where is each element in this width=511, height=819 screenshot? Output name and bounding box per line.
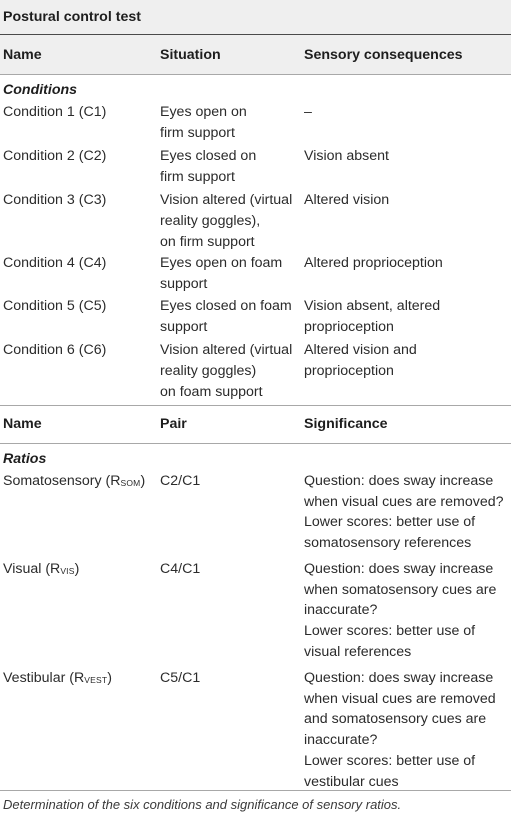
ratio-pair: C4/C1 <box>160 561 201 577</box>
condition-name: Condition 5 (C5) <box>3 298 107 314</box>
ratio-lower-scores-line: Lower scores: better use of <box>304 753 476 769</box>
condition-name: Condition 2 (C2) <box>3 148 107 164</box>
condition-consequence-line: Vision absent <box>304 148 389 164</box>
conditions-section-label: Conditions <box>3 82 78 98</box>
condition-situation-line: support <box>160 319 208 335</box>
ratio-pair: C2/C1 <box>160 473 201 489</box>
condition-consequence-line: proprioception <box>304 319 394 335</box>
condition-name: Condition 1 (C1) <box>3 104 107 120</box>
ratio-question-line: inaccurate? <box>304 602 378 619</box>
ratios-section-label: Ratios <box>3 451 47 467</box>
section-divider <box>0 405 511 406</box>
ratio-name <box>3 471 145 495</box>
header2-name: Name <box>3 416 42 432</box>
condition-situation-line: reality goggles), <box>160 213 261 229</box>
table-bottom-rule <box>0 790 511 791</box>
ratio-lower-scores-line: Lower scores: better use of <box>304 514 476 530</box>
ratio-name-close: ) <box>140 473 146 489</box>
condition-situation-line: Eyes closed on foam <box>160 298 292 314</box>
condition-situation-line: Vision altered (virtual <box>160 342 293 358</box>
ratio-question-line: Question: does sway increase <box>304 670 494 686</box>
condition-consequence-line: – <box>304 104 312 120</box>
header-sensory-consequences: Sensory consequences <box>304 47 463 63</box>
table-caption: Determination of the six conditions and significance of sensory ratios. <box>3 797 402 812</box>
ratio-subscript: VIS <box>60 566 75 576</box>
ratio-name-text: Somatosensory (R <box>3 473 121 489</box>
ratio-question-line: and somatosensory cues are <box>304 711 487 728</box>
header-situation: Situation <box>160 47 221 63</box>
condition-name: Condition 3 (C3) <box>3 192 107 208</box>
ratio-question-line: inaccurate? <box>304 732 378 749</box>
condition-name: Condition 6 (C6) <box>3 342 107 358</box>
condition-situation-line: on foam support <box>160 384 263 400</box>
condition-consequence-line: Altered vision and <box>304 342 417 358</box>
condition-situation-line: Eyes open on foam <box>160 255 283 271</box>
header-significance: Significance <box>304 416 388 432</box>
condition-consequence-line: Vision absent, altered <box>304 298 441 314</box>
ratio-name-close: ) <box>74 561 80 577</box>
header-pair: Pair <box>160 416 187 432</box>
ratio-lower-scores-line: visual references <box>304 643 412 660</box>
condition-situation-line: reality goggles) <box>160 363 257 379</box>
ratio-question-line: when visual cues are removed <box>304 690 496 707</box>
condition-situation-line: firm support <box>160 125 235 141</box>
header-divider <box>0 74 511 75</box>
ratio-pair: C5/C1 <box>160 670 201 686</box>
condition-name: Condition 4 (C4) <box>3 255 107 271</box>
condition-situation-line: firm support <box>160 169 235 185</box>
condition-situation-line: Eyes open on <box>160 104 247 120</box>
ratio-name <box>3 559 79 583</box>
condition-consequence-line: Altered vision <box>304 192 390 208</box>
condition-situation-line: support <box>160 276 208 292</box>
ratio-question-line: when somatosensory cues are <box>304 581 497 598</box>
condition-situation-line: Vision altered (virtual <box>160 192 293 208</box>
ratio-question-line: Question: does sway increase <box>304 561 494 577</box>
header2-divider <box>0 443 511 444</box>
condition-situation-line: Eyes closed on <box>160 148 257 164</box>
ratio-name-close: ) <box>107 670 112 686</box>
condition-consequence-line: proprioception <box>304 363 394 379</box>
ratio-subscript: SOM <box>120 478 141 488</box>
ratio-name-text: Visual (R <box>3 561 61 577</box>
ratio-lower-scores-line: somatosensory references <box>304 534 472 551</box>
ratio-lower-scores-line: vestibular cues <box>304 773 399 790</box>
condition-situation-line: on firm support <box>160 234 255 250</box>
condition-consequence-line: Altered proprioception <box>304 255 443 271</box>
ratio-question-line: when visual cues are removed? <box>304 493 504 510</box>
ratio-name-text: Vestibular (R <box>3 670 85 686</box>
table-title: Postural control test <box>3 9 141 25</box>
ratio-lower-scores-line: Lower scores: better use of <box>304 623 476 639</box>
header-name: Name <box>3 47 42 63</box>
ratio-subscript: VEST <box>84 675 108 685</box>
ratio-name <box>3 668 112 692</box>
ratio-question-line: Question: does sway increase <box>304 473 494 489</box>
